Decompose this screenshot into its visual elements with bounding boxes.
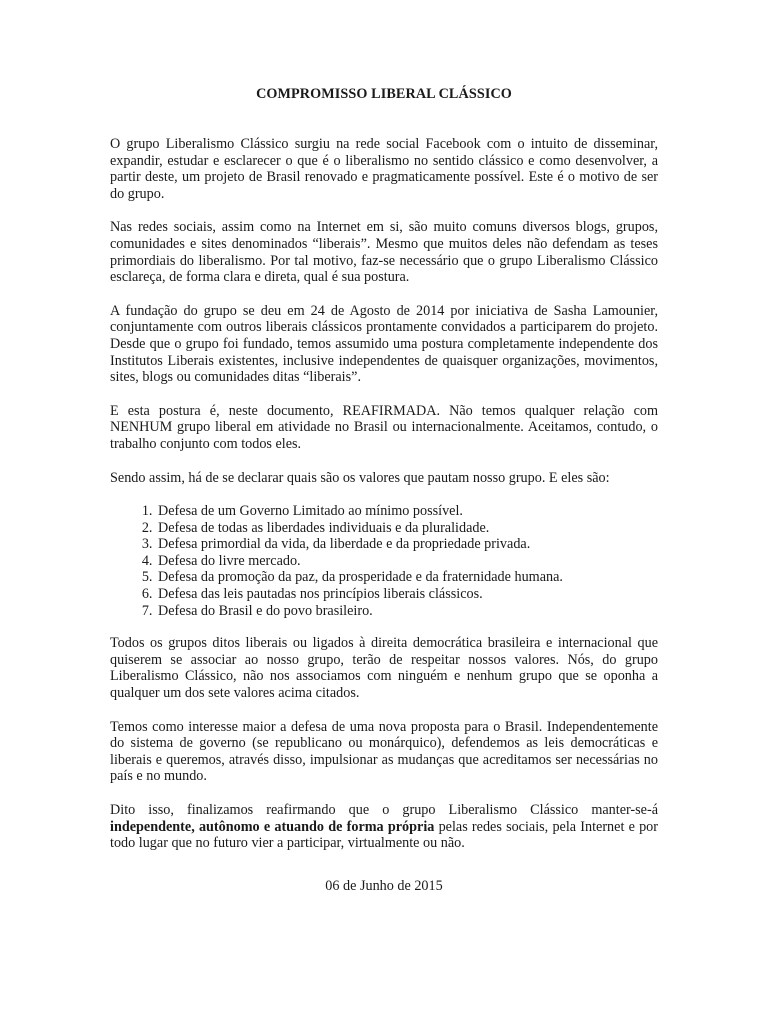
closing-emphasis: independente, autônomo e atuando de forma própria bbox=[110, 818, 435, 835]
list-item: 1. Defesa de um Governo Limitado ao mínimo possível. bbox=[156, 503, 658, 520]
list-item: 7. Defesa do Brasil e do povo brasileiro. bbox=[156, 603, 658, 620]
closing-text-after: pelas redes sociais, pela Internet e por todo lugar que no futuro vier a participar, virtualmente ou não. bbox=[110, 818, 659, 852]
list-item: 5. Defesa da promoção da paz, da prosperidade e da fraternidade humana. bbox=[156, 569, 658, 586]
paragraph-associations: Todos os grupos ditos liberais ou ligados à direita democrática brasileira e internacional que quiserem se associar ao nosso grupo, terão de respeitar nossos valores. Nós, do grupo Liberalismo Clássico, não nos associamos com ninguém e nenhum grupo que se oponha a qualquer um dos sete valores acima citados. bbox=[110, 635, 658, 702]
paragraph-foundation: A fundação do grupo se deu em 24 de Agosto de 2014 por iniciativa de Sasha Lamounier, conjuntamente com outros liberais clássicos prontamente convidados a participarem do projeto. Desde que o grupo foi fundado, temos assumido uma postura completamente independente dos Institutos Liberais existentes, inclusive independentes de quaisquer organizações, movimentos, sites, blogs ou comunidades ditas “liberais”. bbox=[110, 302, 658, 386]
paragraph-interest: Temos como interesse maior a defesa de uma nova proposta para o Brasil. Independentemente do sistema de governo (se republicano ou monárquico), defendemos as leis democráticas e liberais e queremos, através disso, impulsionar as mudanças que acreditamos ser necessárias no país e no mundo. bbox=[110, 718, 658, 785]
document-title: COMPROMISSO LIBERAL CLÁSSICO bbox=[256, 86, 512, 102]
paragraph-social-networks: Nas redes sociais, assim como na Internet em si, são muito comuns diversos blogs, grupos, comunidades e sites denominados “liberais”. Mesmo que muitos deles não defendam as teses primordiais do liberalismo. Por tal motivo, faz-se necessário que o grupo Liberalismo Clássico esclareça, de forma clara e direta, qual é sua postura. bbox=[110, 219, 658, 286]
paragraph-intro: O grupo Liberalismo Clássico surgiu na rede social Facebook com o intuito de disseminar, expandir, estudar e esclarecer o que é o liberalismo no sentido clássico e como desenvolver, a partir deste, um projeto de Brasil renovado e pragmaticamente possível. Este é o motivo de ser do grupo. bbox=[110, 136, 658, 202]
paragraph-reaffirmed: E esta postura é, neste documento, REAFIRMADA. Não temos qualquer relação com NENHUM grupo liberal em atividade no Brasil ou internacionalmente. Aceitamos, contudo, o trabalho conjunto com todos eles. bbox=[110, 402, 658, 452]
document-date: 06 de Junho de 2015 bbox=[325, 877, 443, 894]
paragraph-closing bbox=[110, 802, 658, 852]
list-item: 4. Defesa do livre mercado. bbox=[156, 553, 658, 570]
list-item: 2. Defesa de todas as liberdades individuais e da pluralidade. bbox=[156, 520, 658, 537]
closing-text-before: Dito isso, finalizamos reafirmando que o grupo Liberalismo Clássico manter-se-á bbox=[110, 802, 658, 818]
values-list bbox=[110, 503, 658, 619]
list-item: 6. Defesa das leis pautadas nos princípios liberais clássicos. bbox=[156, 586, 658, 603]
list-item: 3. Defesa primordial da vida, da liberdade e da propriedade privada. bbox=[156, 536, 658, 553]
paragraph-values-intro: Sendo assim, há de se declarar quais são os valores que pautam nosso grupo. E eles são: bbox=[110, 469, 610, 486]
